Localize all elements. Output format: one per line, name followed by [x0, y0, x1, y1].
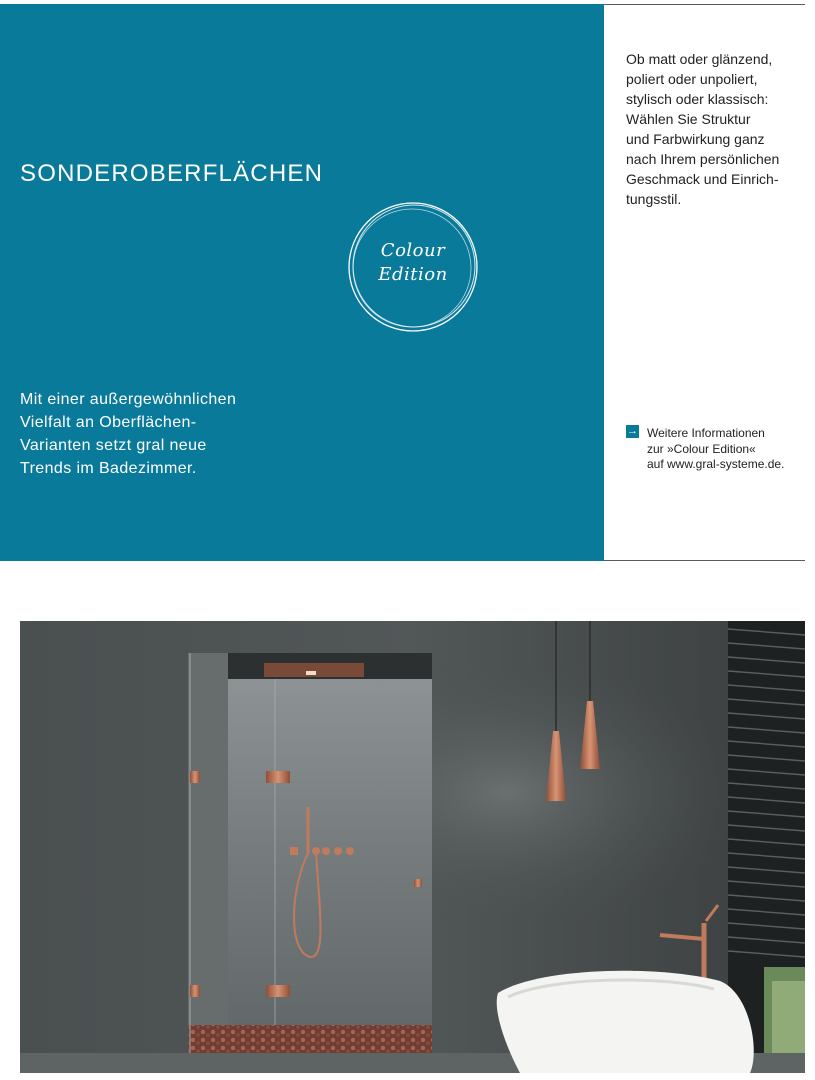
badge-line-2: Edition: [378, 264, 448, 285]
intro-text: [20, 388, 320, 480]
colour-edition-badge: [345, 199, 481, 335]
mid-rule: [604, 560, 805, 561]
teal-panel: [0, 4, 604, 561]
side-line: Ob matt oder glänzend,: [626, 51, 773, 67]
side-line: Geschmack und Einrich-: [626, 171, 779, 187]
headline: SONDEROBERFLÄCHEN: [20, 160, 324, 187]
side-line: tungsstil.: [626, 191, 682, 207]
badge-line-1: Colour: [380, 240, 446, 261]
intro-line: Vielfalt an Oberflächen-: [20, 414, 197, 431]
side-line: poliert oder unpoliert,: [626, 71, 758, 87]
side-line: Wählen Sie Struktur: [626, 111, 751, 127]
side-paragraph: [626, 49, 806, 209]
info-line[interactable]: auf www.gral-systeme.de.: [647, 457, 785, 471]
side-line: und Farbwirkung ganz: [626, 131, 765, 147]
intro-line: Varianten setzt gral neue: [20, 437, 207, 454]
intro-line: Trends im Badezimmer.: [20, 460, 197, 477]
bathroom-photo: [20, 621, 805, 1073]
bathroom-illustration: [20, 621, 805, 1073]
info-line: Weitere Informationen: [647, 426, 765, 440]
side-line: nach Ihrem persönlichen: [626, 151, 780, 167]
arrow-right-icon: →: [627, 425, 638, 437]
info-line: zur »Colour Edition«: [647, 441, 756, 456]
intro-line: Mit einer außergewöhnlichen: [20, 391, 237, 408]
badge-text: [345, 239, 481, 287]
top-rule: [604, 4, 805, 5]
side-line: stylisch oder klassisch:: [626, 91, 769, 107]
info-text: [647, 426, 815, 473]
